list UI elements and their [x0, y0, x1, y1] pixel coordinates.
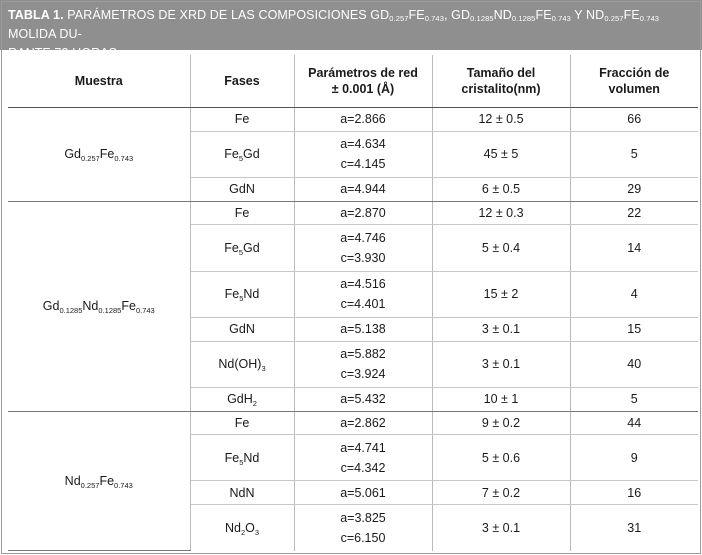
- lattice-param-cell: [294, 387, 432, 411]
- phase-text: Fe: [224, 240, 239, 255]
- sample-cell: [8, 108, 190, 202]
- header-line: cristalito(nm): [461, 82, 541, 96]
- phase-cell: [190, 108, 294, 132]
- lattice-param: a=4.741: [340, 440, 386, 455]
- phase-subscript: 2: [240, 527, 246, 537]
- lattice-param: a=5.061: [340, 485, 386, 500]
- phase-text: Nd: [243, 450, 260, 465]
- sample-subscript: 0.743: [135, 306, 155, 316]
- header-line: Parámetros de red: [308, 66, 418, 80]
- phase-text: Fe: [234, 415, 250, 430]
- lattice-param: c=4.145: [340, 157, 386, 172]
- sample-element: Fe: [99, 147, 115, 162]
- crystallite-size-cell: 12 ± 0.5: [432, 108, 570, 132]
- lattice-param-cell: [294, 225, 432, 271]
- sample-element: Nd: [64, 473, 81, 488]
- xrd-table: [8, 55, 698, 551]
- crystallite-size-cell: 6 ± 0.5: [432, 177, 570, 201]
- phase-cell: [190, 387, 294, 411]
- crystallite-size-cell: 10 ± 1: [432, 387, 570, 411]
- phase-cell: [190, 225, 294, 271]
- lattice-param: a=5.138: [340, 322, 386, 337]
- volume-fraction-cell: 5: [570, 387, 698, 411]
- volume-fraction-cell: 9: [570, 435, 698, 481]
- phase-cell: [190, 435, 294, 481]
- volume-fraction-cell: 31: [627, 520, 642, 535]
- crystallite-size-cell: 3 ± 0.1: [432, 341, 570, 387]
- volume-fraction-cell: 14: [570, 225, 698, 271]
- sample-cell: [8, 411, 190, 551]
- sample-cell: [8, 201, 190, 411]
- phase-cell: [190, 131, 294, 177]
- caption-text: FE: [623, 8, 640, 22]
- volume-fraction-cell: 22: [570, 201, 698, 225]
- volume-fraction-cell: 4: [570, 271, 698, 317]
- phase-text: Fe: [234, 112, 250, 127]
- phase-text: NdN: [229, 485, 255, 500]
- table-row: [8, 201, 698, 225]
- phase-text: Fe: [224, 287, 240, 302]
- sample-element: Fe: [99, 473, 115, 488]
- caption-sub: 0.1285: [511, 14, 536, 23]
- caption-text: , GD: [443, 8, 471, 22]
- phase-subscript: 5: [238, 247, 244, 257]
- phase-subscript: 3: [261, 364, 266, 374]
- lattice-param: a=4.746: [340, 230, 386, 245]
- phase-text: Gd: [243, 147, 260, 162]
- volume-fraction-cell: 44: [570, 411, 698, 435]
- phase-cell: [190, 317, 294, 341]
- phase-subscript: 2: [252, 399, 257, 409]
- caption-sub: 0.257: [604, 14, 624, 23]
- lattice-param: c=6.150: [340, 530, 386, 545]
- volume-fraction-cell: 29: [570, 177, 698, 201]
- volume-fraction-cell: 5: [570, 131, 698, 177]
- caption-sub: 0.743: [424, 14, 444, 23]
- phase-text: Nd: [224, 520, 241, 535]
- lattice-param: a=5.432: [340, 392, 386, 407]
- phase-text: Fe: [224, 147, 239, 162]
- lattice-param: c=3.930: [340, 250, 386, 265]
- lattice-param-cell: [294, 435, 432, 481]
- header-muestra: Muestra: [8, 55, 190, 108]
- phase-text: Fe: [224, 450, 240, 465]
- caption-text: ND: [493, 8, 512, 22]
- lattice-param: c=4.342: [340, 460, 386, 475]
- phase-text: Nd: [243, 287, 260, 302]
- table-caption: [0, 0, 702, 60]
- crystallite-size-cell: 9 ± 0.2: [432, 411, 570, 435]
- crystallite-size-cell: 3 ± 0.1: [432, 317, 570, 341]
- lattice-param-cell: [294, 201, 432, 225]
- phase-cell: [190, 505, 294, 551]
- lattice-param: a=2.866: [340, 112, 386, 127]
- lattice-param: c=3.924: [340, 367, 386, 382]
- header-tamano: [432, 55, 570, 108]
- volume-fraction-cell: 16: [570, 481, 698, 505]
- lattice-param-cell: [294, 505, 432, 551]
- lattice-param: a=4.634: [340, 137, 386, 152]
- header-line: Fracción de: [599, 66, 670, 80]
- sample-element: Gd: [42, 299, 60, 314]
- caption-text: MOLIDA DU-: [8, 27, 82, 41]
- phase-text: Fe: [234, 205, 250, 220]
- phase-subscript: 5: [239, 457, 244, 467]
- phase-text: GdH: [227, 392, 253, 407]
- phase-text: GdN: [229, 322, 255, 337]
- crystallite-size-cell: 5 ± 0.4: [432, 225, 570, 271]
- phase-cell: [190, 201, 294, 225]
- header-fases: Fases: [190, 55, 294, 108]
- phase-cell: [190, 271, 294, 317]
- sample-element: Gd: [64, 147, 82, 162]
- caption-text: PARÁMETROS DE XRD DE LAS COMPOSICIONES GD: [67, 8, 390, 22]
- caption-sub: 0.743: [639, 14, 660, 23]
- crystallite-size-cell: 3 ± 0.1: [432, 505, 570, 551]
- caption-label: TABLA 1.: [8, 8, 64, 22]
- lattice-param: a=2.870: [340, 205, 386, 220]
- lattice-param-cell: [294, 317, 432, 341]
- table-row: [8, 108, 698, 132]
- phase-subscript: 5: [238, 154, 244, 164]
- phase-cell: [190, 481, 294, 505]
- lattice-param: a=4.944: [340, 182, 386, 197]
- header-line: ± 0.001 (Å): [331, 82, 395, 96]
- phase-text: Gd: [243, 240, 260, 255]
- header-row: [8, 55, 698, 108]
- lattice-param: a=3.825: [340, 510, 386, 525]
- crystallite-size-cell: 45 ± 5: [432, 131, 570, 177]
- lattice-param: a=5.882: [340, 347, 386, 362]
- header-line: volumen: [608, 82, 660, 96]
- crystallite-size-cell: 12 ± 0.3: [432, 201, 570, 225]
- lattice-param: c=4.401: [340, 297, 386, 312]
- sample-subscript: 0.743: [114, 154, 134, 164]
- sample-subscript: 0.257: [81, 154, 100, 164]
- table-row: [8, 411, 698, 435]
- crystallite-size-cell: 15 ± 2: [432, 271, 570, 317]
- caption-text: Y ND: [570, 8, 605, 22]
- caption-sub: 0.1285: [470, 14, 494, 23]
- lattice-param: a=2.862: [340, 415, 386, 430]
- crystallite-size-cell: 5 ± 0.6: [432, 435, 570, 481]
- lattice-param-cell: [294, 108, 432, 132]
- header-parametros: [294, 55, 432, 108]
- sample-element: Nd: [82, 299, 99, 314]
- lattice-param-cell: [294, 131, 432, 177]
- phase-text: Nd(OH): [218, 357, 262, 372]
- lattice-param-cell: [294, 341, 432, 387]
- volume-fraction-cell: 40: [570, 341, 698, 387]
- phase-cell: [190, 411, 294, 435]
- lattice-param-cell: [294, 481, 432, 505]
- table-body: [8, 108, 698, 551]
- header-fraccion: [570, 55, 698, 108]
- caption-text: FE: [535, 8, 552, 22]
- lattice-param-cell: [294, 411, 432, 435]
- lattice-param: a=4.516: [340, 277, 386, 292]
- phase-subscript: 3: [254, 527, 260, 537]
- volume-fraction-cell: 15: [570, 317, 698, 341]
- caption-sub: 0.257: [389, 14, 409, 23]
- caption-text: FE: [408, 8, 425, 22]
- caption-text: RANTE 72 HORAS: [8, 46, 118, 60]
- lattice-param-cell: [294, 271, 432, 317]
- caption-sub: 0.743: [551, 14, 571, 23]
- phase-cell: [190, 341, 294, 387]
- sample-subscript: 0.1285: [98, 306, 122, 316]
- sample-subscript: 0.257: [80, 480, 100, 490]
- sample-subscript: 0.743: [114, 480, 133, 490]
- sample-subscript: 0.1285: [59, 306, 83, 316]
- crystallite-size-cell: 7 ± 0.2: [432, 481, 570, 505]
- phase-text: O: [245, 520, 255, 535]
- header-line: Tamaño del: [466, 66, 536, 80]
- phase-text: GdN: [229, 182, 255, 197]
- volume-fraction-cell: 66: [570, 108, 698, 132]
- phase-subscript: 5: [239, 294, 244, 304]
- lattice-param-cell: [294, 177, 432, 201]
- sample-element: Fe: [121, 299, 136, 314]
- phase-cell: [190, 177, 294, 201]
